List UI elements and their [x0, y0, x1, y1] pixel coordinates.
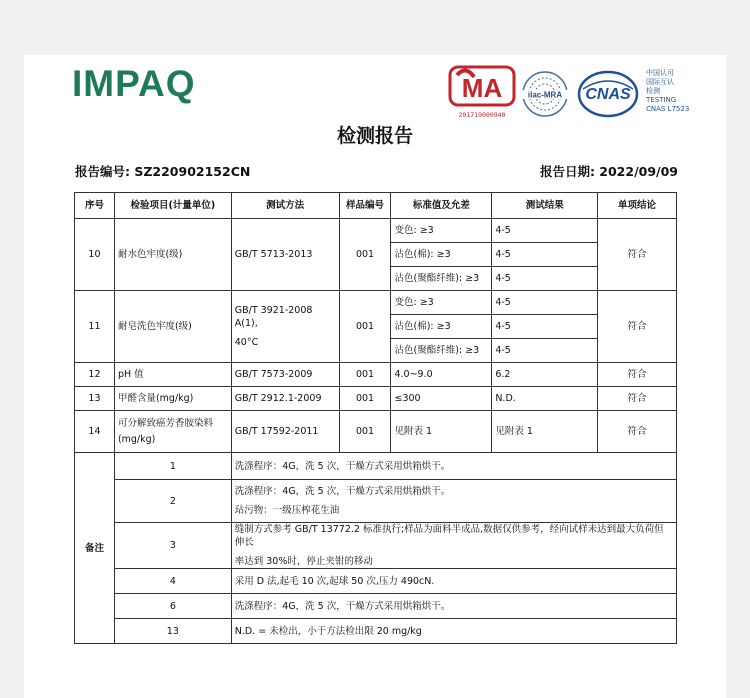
note-row: 3 缝制方式参考 GB/T 13772.2 标准执行;样品为面料半成品,数据仅供参考，经向试样未达到最大负荷但伸长 率达到 30%时，停止夹钳的移动: [75, 523, 677, 569]
impaq-logo: IMPAQ: [72, 63, 196, 104]
table-row: 沾色(聚酯纤维): ≥3 4-5: [75, 267, 677, 291]
note-row: 4 采用 D 法,起毛 10 次,起球 50 次,压力 490cN.: [75, 569, 677, 594]
cnas-caption: 中国认可 国际互认 检测 TESTING CNAS L7523: [646, 69, 690, 113]
ilac-label: ilac-MRA: [527, 90, 563, 100]
table-row: 沾色(棉): ≥3 4-5: [75, 243, 677, 267]
table-row: 13 甲醛含量(mg/kg) GB/T 2912.1-2009 001 ≤300 N.D. 符合: [75, 387, 677, 411]
report-page: [24, 55, 726, 698]
table-row: 沾色(聚酯纤维): ≥3 4-5: [75, 339, 677, 363]
page-title: 检测报告: [336, 125, 413, 147]
table-row: 12 pH 值 GB/T 7573-2009 001 4.0~9.0 6.2 符合: [75, 363, 677, 387]
note-row: 6 洗涤程序：4G，洗 5 次，干燥方式采用烘箱烘干。: [75, 594, 677, 619]
note-row: 13 N.D. = 未检出，小于方法检出限 20 mg/kg: [75, 619, 677, 644]
cma-seal-icon: [444, 65, 520, 123]
cnas-label: CNAS: [585, 86, 631, 103]
table-row: 11 耐皂洗色牢度(级) GB/T 3921-2008 A(1), 40°C 001 变色: ≥3 4-5 符合: [75, 291, 677, 315]
report-number: 报告编号: SZ220902152CN: [75, 164, 251, 179]
report-date: 报告日期: 2022/09/09: [539, 164, 678, 179]
table-row: 10 耐水色牢度(级) GB/T 5713-2013 001 变色: ≥3 4-5 符合: [75, 219, 677, 243]
table-row: 沾色(棉): ≥3 4-5: [75, 315, 677, 339]
table-header-row: 序号 检验项目(计量单位) 测试方法 样品编号 标准值及允差 测试结果 单项结论: [75, 193, 677, 219]
note-row: 2 洗涤程序：4G，洗 5 次，干燥方式采用烘箱烘干。 玷污物：一级压榨花生油: [75, 480, 677, 523]
cnas-logo-icon: [577, 69, 639, 119]
table-row: 14 可分解致癌芳香胺染料 (mg/kg) GB/T 17592-2011 001 见附表 1 见附表 1 符合: [75, 411, 677, 453]
ilac-mra-icon: [520, 69, 570, 119]
note-row: 备注 1 洗涤程序：4G，洗 5 次，干燥方式采用烘箱烘干。: [75, 453, 677, 480]
cma-number: 201719000940: [458, 111, 506, 119]
svg-text:MA: MA: [461, 73, 503, 103]
results-table: [74, 192, 677, 644]
